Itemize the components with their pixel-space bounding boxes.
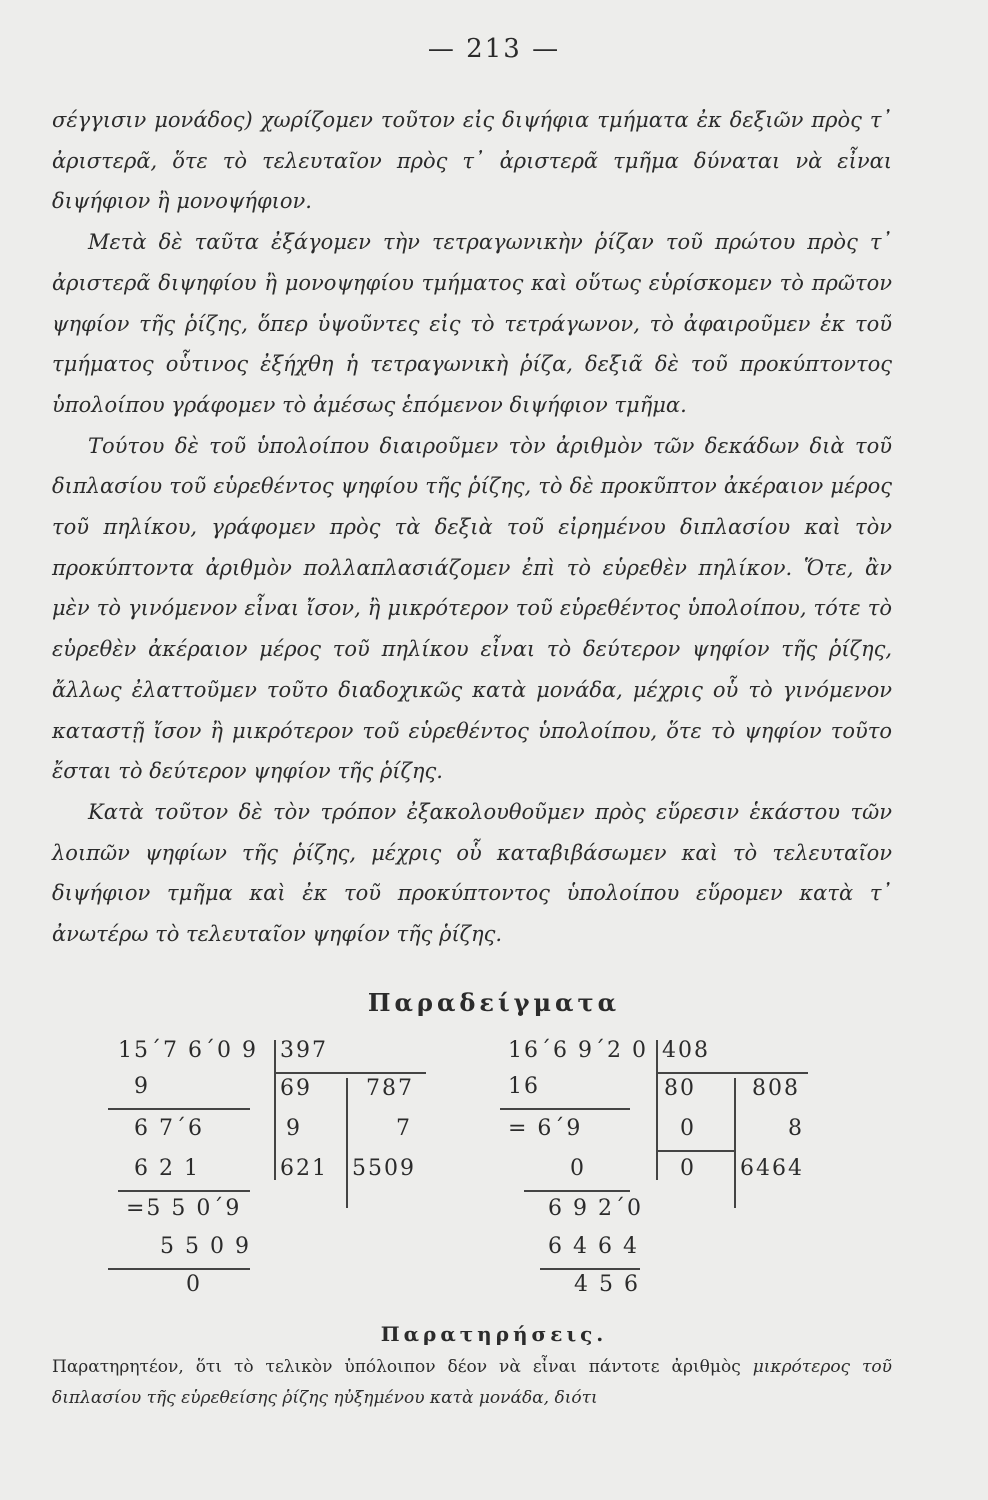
ex2-rule [500,1108,630,1110]
ex2-rule [524,1190,630,1192]
ex1-left-line: 6 2 1 [134,1156,200,1181]
ex2-rule [540,1268,640,1270]
ex2-left-line: 4 5 6 [574,1272,640,1297]
ex2-rule [656,1150,734,1152]
ex1-right-line: 621 [280,1156,328,1181]
page-number: — 213 — [427,34,561,64]
note-line-2: μικρότερος τοῦ διπλασίου τῆς εὑρεθείσης ῥίζης ηὐξημένου κατὰ μονάδα, διότι [52,1357,893,1408]
ex1-rule [108,1108,250,1110]
ex2-rule [656,1072,808,1074]
ex1-divider [274,1040,276,1180]
ex2-right-line: 6464 [740,1156,804,1181]
ex1-right-line: 5509 [352,1156,416,1181]
note-line-1: Παρατηρητέον, ὅτι τὸ τελικὸν ὑπόλοιπον δέον νὰ εἶναι πάντοτε ἀριθμὸς [52,1357,741,1377]
ex1-right-line: 69 [280,1076,312,1101]
ex2-left-line: = 6΄9 [508,1116,583,1141]
paragraph-1: σέγγισιν μονάδος) χωρίζομεν τοῦτον εἰς διψήφια τμήματα ἐκ δεξιῶν πρὸς τ᾽ ἀριστερᾶ, ὅτε τὸ τελευταῖον πρὸς τ᾽ ἀριστερᾶ τμῆμα δύναται νὰ εἶναι διψήφιον ἢ μονοψήφιον. [52,108,892,214]
ex2-left-line: 6 4 6 4 [548,1234,639,1259]
ex1-left-line: 6 7΄6 [134,1116,204,1141]
ex2-divider [656,1040,658,1180]
ex2-right-line: 0 [680,1156,696,1181]
ex1-left-line: 15΄7 6΄0 9 [118,1038,258,1063]
examples-heading: Παραδείγματα [367,988,621,1017]
ex1-rule [274,1072,426,1074]
ex1-right-line: 787 [366,1076,414,1101]
ex1-left-line: =5 5 0΄9 [126,1196,242,1221]
ex1-left-line: 9 [134,1074,150,1099]
ex1-left-line: 5 5 0 9 [160,1234,251,1259]
ex1-rule [108,1268,250,1270]
ex1-right-line: 9 [286,1116,302,1141]
ex2-root: 408 [662,1038,710,1063]
ex2-left-line: 0 [570,1156,586,1181]
body-text [52,100,892,955]
paragraph-4: Κατὰ τοῦτον δὲ τὸν τρόπον ἐξακολουθοῦμεν πρὸς εὕρεσιν ἑκάστου τῶν λοιπῶν ψηφίων τῆς ῥίζης, μέχρις οὗ καταβιβάσωμεν καὶ τὸ τελευταῖον διψήφιον τμῆμα καὶ ἐκ τοῦ προκύπτοντος ὑπολοίπου εὕρομεν κατὰ τ᾽ ἀνωτέρω τὸ τελευταῖον ψηφίον τῆς ῥίζης. [52,799,892,947]
observations-heading: Παρατηρήσεις. [380,1322,608,1346]
ex2-left-line: 6 9 2΄0 [548,1196,643,1221]
note-paragraph [52,1352,892,1414]
ex1-right-line: 7 [396,1116,412,1141]
ex1-divider [346,1078,348,1208]
ex2-right-line: 808 [752,1076,800,1101]
paragraph-3: Τούτου δὲ τοῦ ὑπολοίπου διαιροῦμεν τὸν ἀριθμὸν τῶν δεκάδων διὰ τοῦ διπλασίου τοῦ εὑρεθέντος ψηφίου τῆς ῥίζης, τὸ δὲ προκῦπτον ἀκέραιον μέρος τοῦ πηλίκου, γράφομεν πρὸς τὰ δεξιὰ τοῦ εἰρημένου διπλασίου καὶ τὸν προκύπτοντα ἀριθμὸν πολλαπλασιάζομεν ἐπὶ τὸ εὑρεθὲν πηλίκον. Ὅτε, ἂν μὲν τὸ γινόμενον εἶναι ἴσον, ἢ μικρότερον τοῦ εὑρεθέντος ὑπολοίπου, τότε τὸ εὑρεθὲν ἀκέραιον μέρος τοῦ πηλίκου εἶναι τὸ δεύτερον ψηφίον τῆς ῥίζης, ἄλλως ἐλαττοῦμεν τοῦτο διαδοχικῶς κατὰ μονάδα, μέχρις οὗ τὸ γινόμενον καταστῇ ἴσον ἢ μικρότερον τοῦ εὑρεθέντος ὑπολοίπου, ὅτε τὸ ψηφίον τοῦτο ἔσται τὸ δεύτερον ψηφίον τῆς ῥίζης. [52,433,892,784]
ex1-rule [118,1190,250,1192]
paragraph-2: Μετὰ δὲ ταῦτα ἐξάγομεν τὴν τετραγωνικὴν ῥίζαν τοῦ πρώτου πρὸς τ᾽ ἀριστερᾶ διψηφίου ἢ μονοψηφίου τμήματος καὶ οὕτως εὑρίσκομεν τὸ πρῶτον ψηφίον τῆς ῥίζης, ὅπερ ὑψοῦντες εἰς τὸ τετράγωνον, τὸ ἀφαιροῦμεν ἐκ τοῦ τμήματος οὗτινος ἐξήχθη ἡ τετραγωνικὴ ῥίζα, δεξιᾶ δὲ τοῦ προκύπτοντος ὑπολοίπου γράφομεν τὸ ἀμέσως ἑπόμενον διψήφιον τμῆμα. [52,230,892,417]
ex2-left-line: 16΄6 9΄2 0 [508,1038,648,1063]
ex2-divider [734,1078,736,1208]
ex2-left-line: 16 [508,1074,540,1099]
ex1-root: 397 [280,1038,328,1063]
ex2-right-line: 0 [680,1116,696,1141]
ex2-right-line: 80 [664,1076,696,1101]
ex2-right-line: 8 [788,1116,804,1141]
ex1-left-line: 0 [186,1272,202,1297]
